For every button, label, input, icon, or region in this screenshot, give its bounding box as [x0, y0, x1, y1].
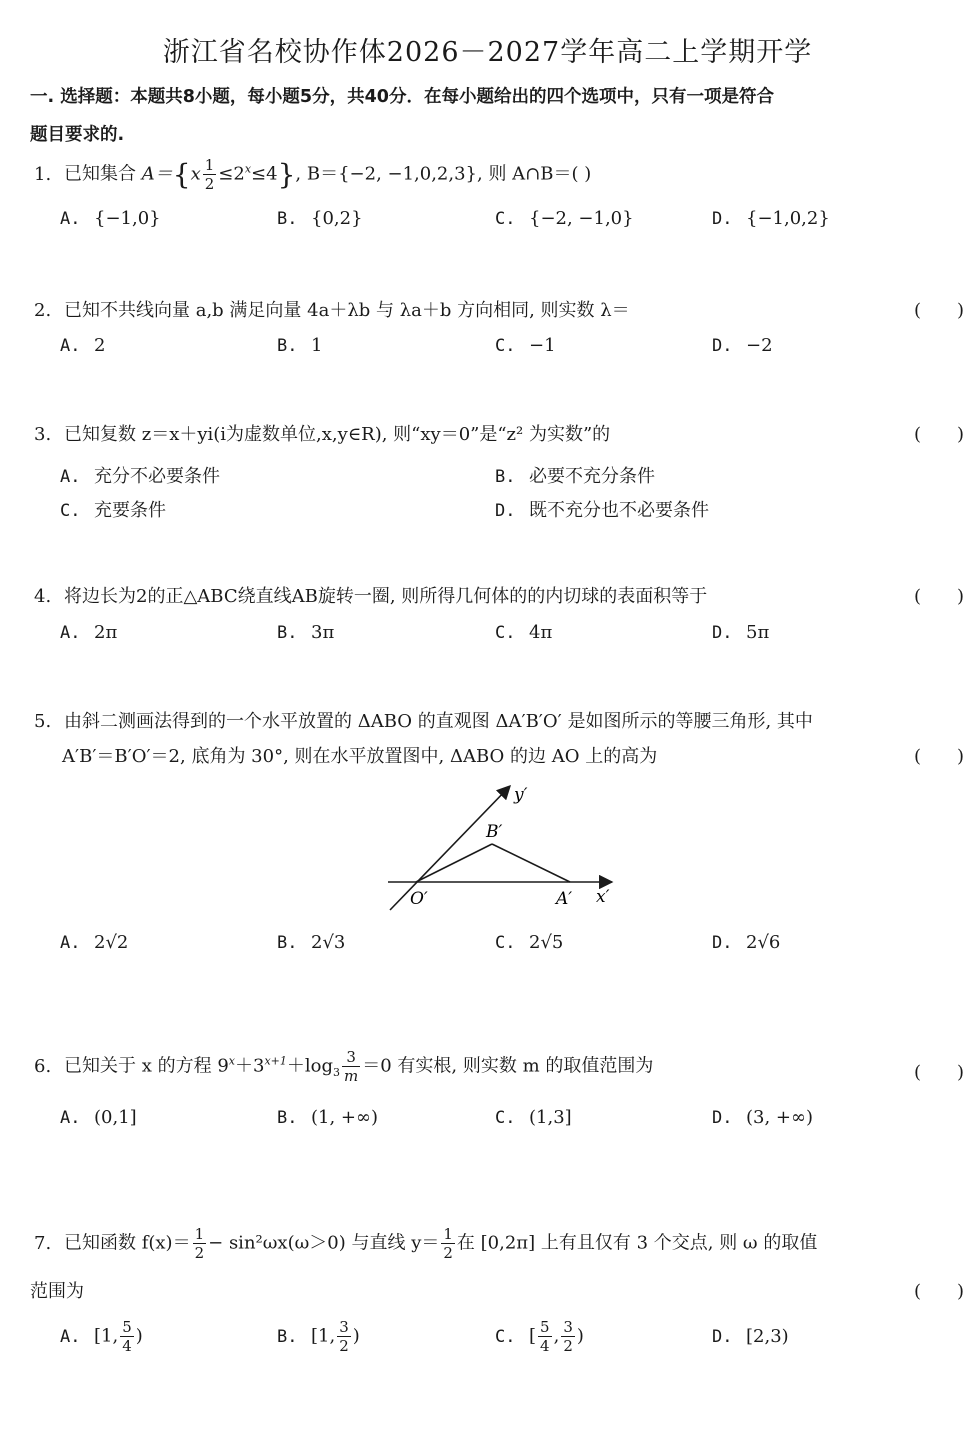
option-text: ): [352, 1325, 360, 1347]
option-a[interactable]: [60, 622, 117, 643]
option-d[interactable]: [712, 1326, 789, 1347]
stem-text: 将边长为2的正△ABC绕直线AB旋转一圈, 则所得几何体的的内切球的表面积等于: [64, 586, 708, 607]
question-number: 7.: [34, 1232, 52, 1254]
question-number: 5.: [34, 711, 52, 732]
stem-math: ＋log: [286, 1055, 333, 1077]
fraction-den: 2: [204, 175, 215, 193]
option-b[interactable]: [277, 1107, 378, 1128]
answer-parentheses[interactable]: ( ): [913, 1062, 964, 1083]
option-b[interactable]: [277, 1318, 360, 1355]
section-header-line2: 题目要求的.: [30, 125, 125, 145]
question-6-stem: [34, 1048, 970, 1085]
option-label: C.: [495, 1108, 516, 1128]
stem-text: 已知不共线向量 a,b 满足向量 4a＋λb 与 λa＋b 方向相同, 则实数 λ＝: [64, 300, 630, 321]
option-text: [2,3): [746, 1326, 789, 1347]
option-d[interactable]: [712, 622, 769, 643]
question-7-stem-line2: [30, 1277, 970, 1303]
question-4-stem: [34, 582, 970, 608]
option-label: A.: [60, 336, 81, 356]
option-text: [1,: [311, 1325, 336, 1347]
option-label: B.: [495, 467, 516, 487]
fraction: [342, 1048, 360, 1085]
answer-parentheses[interactable]: ( ): [913, 746, 964, 767]
option-label: C.: [495, 933, 516, 953]
option-label: C.: [495, 336, 516, 356]
option-text: 2π: [94, 622, 118, 643]
option-text: (1,3]: [529, 1107, 572, 1128]
fraction: [538, 1318, 552, 1355]
fraction-num: 1: [443, 1225, 453, 1243]
section-header: [30, 78, 970, 154]
fraction-num: 3: [342, 1048, 360, 1067]
option-c[interactable]: [495, 208, 634, 229]
option-text: ): [135, 1325, 143, 1347]
fraction-num: 1: [204, 156, 215, 174]
fraction-den: 2: [194, 1244, 205, 1262]
fraction: [441, 1225, 455, 1262]
edge-b-a: [492, 844, 570, 882]
label-x-prime: x′: [596, 887, 610, 907]
stem-text: ＝0 有实根, 则实数 m 的取值范围为: [362, 1055, 654, 1077]
option-text: 2√3: [311, 932, 346, 953]
option-label: B.: [277, 209, 298, 229]
option-text: (0,1]: [94, 1107, 137, 1128]
option-c[interactable]: [495, 1107, 572, 1128]
option-label: D.: [712, 623, 733, 643]
question-2-stem: [34, 296, 970, 322]
option-label: B.: [277, 1108, 298, 1128]
fraction: [337, 1318, 351, 1355]
option-text: {−1,0}: [94, 208, 161, 229]
stem-text: , B＝{−2, −1,0,2,3}, 则 A∩B＝( ): [295, 163, 592, 185]
option-label: A.: [60, 1108, 81, 1128]
stem-text: 已知复数 z＝x＋yi(i为虚数单位,x,y∈R), 则“xy＝0”是“z² 为实数”的: [64, 424, 611, 445]
option-label: A.: [60, 933, 81, 953]
option-text: 1: [311, 335, 323, 356]
stem-text: 在 [0,2π] 上有且仅有 3 个交点, 则 ω 的取值: [456, 1232, 818, 1254]
option-label: C.: [495, 1326, 516, 1347]
stem-math: ≤4: [251, 163, 278, 185]
fraction-num: 5: [540, 1318, 550, 1336]
fraction-num: 3: [339, 1318, 349, 1336]
option-label: A.: [60, 209, 81, 229]
superscript: x: [228, 1054, 235, 1068]
option-text: 3π: [311, 622, 335, 643]
option-label: B.: [277, 336, 298, 356]
label-b-prime: B′: [486, 822, 503, 842]
question-7-stem: [34, 1225, 970, 1262]
option-label: D.: [712, 1327, 733, 1347]
option-d[interactable]: [712, 208, 830, 229]
option-c[interactable]: [495, 335, 556, 356]
option-text: [1,: [94, 1325, 119, 1347]
question-number: 6.: [34, 1055, 52, 1077]
stem-text: 已知集合: [64, 163, 136, 185]
superscript: x: [244, 162, 252, 176]
fraction-den: 4: [122, 1337, 132, 1355]
brace-open: {: [172, 158, 191, 191]
fraction: [120, 1318, 134, 1355]
section-header-line1: 一. 选择题：本题共8小题，每小题5分，共40分．在每小题给出的四个选项中，只有一项是符合: [30, 87, 774, 107]
fraction: [193, 1225, 207, 1262]
option-label: B.: [277, 1326, 298, 1347]
brace-close: }: [277, 158, 296, 191]
fraction: [561, 1318, 575, 1355]
option-label: C.: [495, 209, 516, 229]
fraction-den: m: [344, 1067, 359, 1085]
superscript: x+1: [264, 1054, 287, 1068]
option-a[interactable]: [60, 932, 128, 953]
option-d[interactable]: [495, 496, 709, 522]
option-d[interactable]: [712, 932, 780, 953]
option-text: {−2, −1,0}: [529, 208, 634, 229]
option-b[interactable]: [277, 622, 334, 643]
option-text: 2√5: [529, 932, 564, 953]
option-text: 必要不充分条件: [529, 466, 655, 487]
option-a[interactable]: [60, 335, 105, 356]
question-5-stem: [34, 707, 970, 733]
option-text: (1, +∞): [311, 1107, 379, 1128]
option-text: (3, +∞): [746, 1107, 814, 1128]
stem-text: A′B′＝B′O′＝2, 底角为 30°, 则在水平放置图中, ΔABO 的边 AO 上的高为: [62, 746, 658, 767]
question-1-stem: [34, 156, 970, 193]
option-text: 2√6: [746, 932, 781, 953]
option-text: 充要条件: [94, 500, 166, 521]
option-c[interactable]: [495, 622, 552, 643]
label-y-prime: y′: [514, 785, 528, 805]
stem-text: 范围为: [30, 1281, 84, 1302]
option-b[interactable]: [277, 208, 363, 229]
page-title: 浙江省名校协作体2026－2027学年高二上学期开学: [162, 37, 813, 68]
question-number: 4.: [34, 586, 52, 607]
fraction-den: 4: [540, 1337, 550, 1355]
y-axis: [390, 786, 510, 910]
option-label: D.: [712, 209, 733, 229]
stem-text: 已知关于 x 的方程 9: [64, 1055, 229, 1077]
answer-parentheses[interactable]: ( ): [913, 586, 964, 607]
fraction-num: 3: [563, 1318, 573, 1336]
option-label: A.: [60, 623, 81, 643]
stem-text: − sin²ωx(ω＞0) 与直线 y＝: [208, 1232, 440, 1254]
option-text: 2√2: [94, 932, 129, 953]
option-a[interactable]: [60, 1318, 143, 1355]
option-c[interactable]: [495, 1318, 584, 1355]
fraction-den: 2: [443, 1244, 453, 1262]
answer-parentheses[interactable]: ( ): [913, 424, 964, 445]
option-c[interactable]: [60, 496, 166, 522]
label-o-prime: O′: [410, 889, 428, 909]
option-a[interactable]: [60, 1107, 137, 1128]
option-text: −1: [529, 335, 556, 356]
stem-math: A＝: [141, 163, 173, 185]
oblique-projection-figure: [380, 780, 630, 915]
question-number: 3.: [34, 424, 52, 445]
option-c[interactable]: [495, 932, 563, 953]
option-label: D.: [712, 336, 733, 356]
stem-math: x: [190, 163, 201, 185]
question-3-stem: [34, 420, 970, 446]
option-text: −2: [746, 335, 773, 356]
answer-parentheses[interactable]: ( ): [913, 300, 964, 321]
option-b[interactable]: [277, 335, 322, 356]
option-a[interactable]: [60, 462, 220, 488]
option-label: A.: [60, 467, 81, 487]
option-label: B.: [277, 623, 298, 643]
option-d[interactable]: [712, 335, 773, 356]
option-label: C.: [60, 501, 81, 521]
option-label: A.: [60, 1326, 81, 1347]
fraction-num: 1: [194, 1225, 205, 1243]
option-label: D.: [495, 501, 516, 521]
option-b[interactable]: [495, 462, 655, 488]
stem-math: ＋3: [235, 1055, 265, 1077]
subscript: 3: [333, 1066, 340, 1080]
option-text: 充分不必要条件: [94, 466, 220, 487]
label-a-prime: A′: [556, 889, 573, 909]
option-text: [: [529, 1325, 537, 1347]
option-d[interactable]: [712, 1107, 813, 1128]
fraction-den: 2: [339, 1337, 349, 1355]
option-label: B.: [277, 933, 298, 953]
question-5-stem-line2: [62, 742, 970, 768]
option-text: {−1,0,2}: [746, 208, 830, 229]
fraction-den: 2: [563, 1337, 573, 1355]
stem-text: 由斜二测画法得到的一个水平放置的 ΔABO 的直观图 ΔA′B′O′ 是如图所示的等腰三角形, 其中: [64, 711, 813, 732]
fraction: [203, 156, 217, 193]
option-text: {0,2}: [311, 208, 363, 229]
edge-o-b: [416, 844, 492, 882]
option-text: 2: [94, 335, 106, 356]
option-text: ,: [553, 1325, 560, 1347]
option-label: D.: [712, 1108, 733, 1128]
option-text: ): [576, 1325, 584, 1347]
option-a[interactable]: [60, 208, 161, 229]
stem-text: 已知函数 f(x)＝: [64, 1232, 191, 1254]
question-number: 1.: [34, 163, 52, 185]
option-text: 5π: [746, 622, 770, 643]
stem-math: ≤2: [218, 163, 245, 185]
question-number: 2.: [34, 300, 52, 321]
option-text: 4π: [529, 622, 553, 643]
option-label: C.: [495, 623, 516, 643]
option-b[interactable]: [277, 932, 345, 953]
option-label: D.: [712, 933, 733, 953]
fraction-num: 5: [122, 1318, 132, 1336]
option-text: 既不充分也不必要条件: [529, 500, 709, 521]
answer-parentheses[interactable]: ( ): [913, 1281, 964, 1302]
